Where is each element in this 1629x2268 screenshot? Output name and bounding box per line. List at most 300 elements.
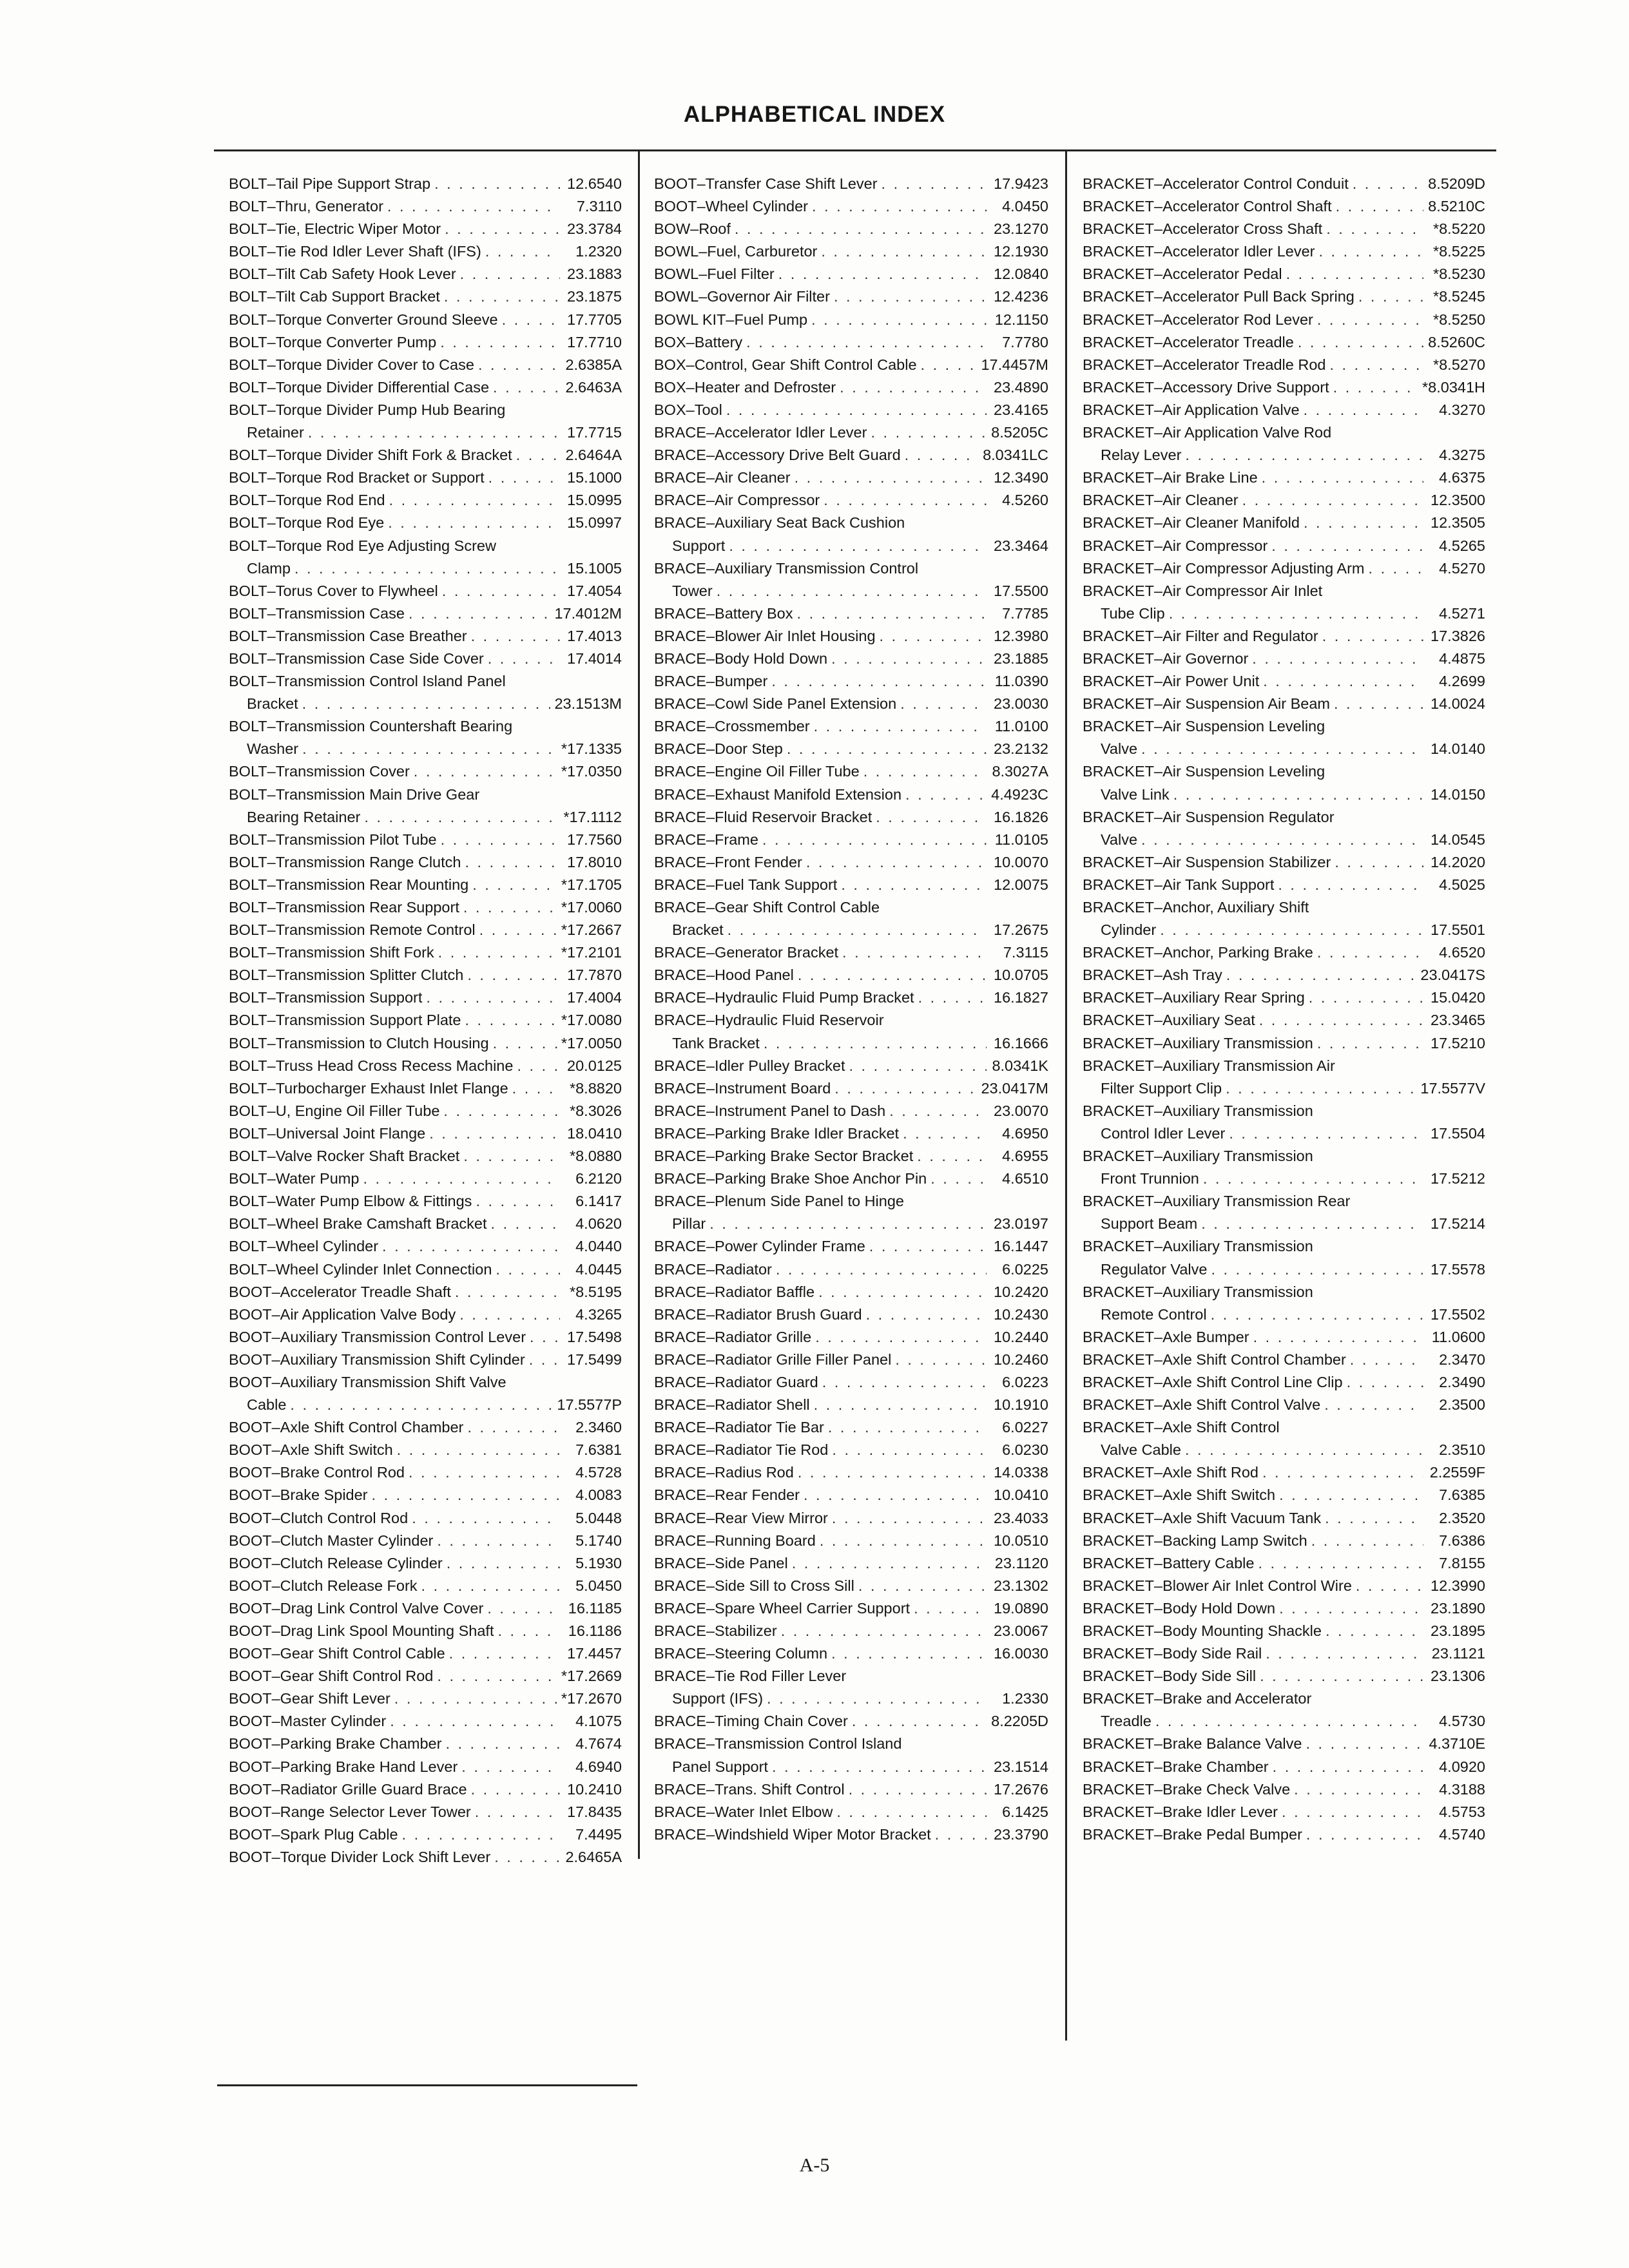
entry-reference: 12.3980 (994, 627, 1048, 644)
index-entry-continuation (1083, 919, 1485, 941)
entry-term: BOOT–Drag Link Spool Mounting Shaft (229, 1622, 494, 1639)
entry-term: BOOT–Axle Shift Control Chamber (229, 1419, 464, 1436)
entry-term: BRACKET–Air Suspension Leveling (1083, 763, 1325, 780)
column-divider-1-lower (638, 796, 640, 1859)
index-entry (654, 1710, 1048, 1733)
entry-term: BRACE–Air Compressor (654, 492, 820, 509)
entry-reference: 8.3027A (992, 763, 1048, 780)
entry-term: BRACE–Trans. Shift Control (654, 1780, 845, 1798)
index-entry (229, 1190, 622, 1213)
entry-term: BRACKET–Air Compressor Adjusting Arm (1083, 559, 1365, 577)
entry-reference: 8.0341K (992, 1057, 1048, 1074)
entry-term: Treadle (1101, 1713, 1152, 1730)
entry-reference: 16.0030 (994, 1645, 1048, 1662)
index-entry (654, 466, 1048, 489)
entry-term: BRACKET–Brake Chamber (1083, 1758, 1269, 1775)
entry-term: BOLT–Universal Joint Flange (229, 1124, 426, 1142)
index-entry (229, 602, 622, 625)
dot-leader (822, 1371, 987, 1394)
index-entry (1083, 580, 1485, 602)
index-entry (1083, 1055, 1485, 1077)
dot-leader (1252, 648, 1423, 670)
entry-term: BRACKET–Body Hold Down (1083, 1599, 1276, 1617)
entry-reference: 4.5730 (1439, 1713, 1485, 1730)
entry-term: BRACKET–Battery Cable (1083, 1554, 1255, 1571)
entry-term: BOLT–Transmission Shift Fork (229, 944, 434, 961)
index-entry-continuation (229, 557, 622, 580)
dot-leader (834, 1077, 977, 1100)
dot-leader (1279, 1484, 1423, 1506)
dot-leader (798, 964, 987, 986)
dot-leader (1317, 309, 1423, 331)
entry-term: BRACE–Instrument Panel to Dash (654, 1102, 886, 1119)
entry-reference: 23.4890 (994, 378, 1048, 396)
index-entry (229, 1575, 622, 1597)
dot-leader (440, 331, 560, 354)
entry-term: BOOT–Wheel Cylinder (654, 198, 808, 215)
entry-term: BOOT–Air Application Valve Body (229, 1305, 456, 1323)
index-entry (229, 1620, 622, 1642)
index-entry (229, 1145, 622, 1168)
dot-leader (1334, 693, 1423, 715)
entry-term: Panel Support (672, 1758, 768, 1775)
index-entry (1083, 964, 1485, 986)
dot-leader (764, 1032, 987, 1055)
index-entry (654, 1145, 1048, 1168)
dot-leader (1229, 1122, 1423, 1145)
index-entry-continuation (229, 738, 622, 760)
entry-term: BRACE–Transmission Control Island (654, 1735, 902, 1753)
entry-term: BRACE–Spare Wheel Carrier Support (654, 1599, 911, 1617)
dot-leader (729, 535, 987, 557)
dot-leader (476, 1190, 560, 1213)
dot-leader (1304, 512, 1423, 534)
entry-reference: *17.0060 (561, 899, 622, 916)
index-entry-continuation (654, 1213, 1048, 1235)
entry-reference: 15.0995 (567, 492, 622, 509)
entry-reference: 4.6950 (1002, 1124, 1048, 1142)
entry-reference: 23.3464 (994, 537, 1048, 554)
dot-leader (914, 1597, 987, 1620)
dot-leader (516, 444, 560, 466)
entry-reference: 17.7710 (567, 333, 622, 351)
index-entry (654, 806, 1048, 829)
entry-term: Washer (247, 740, 299, 758)
entry-reference: 5.0448 (575, 1509, 622, 1526)
entry-term: BOLT–Transmission to Clutch Housing (229, 1034, 489, 1052)
entry-reference: 11.0100 (994, 718, 1048, 735)
entry-reference: 1.2320 (575, 243, 622, 260)
entry-term: BOLT–Valve Rocker Shaft Bracket (229, 1148, 460, 1165)
index-entry (654, 1733, 1048, 1755)
index-entry (229, 285, 622, 308)
dot-leader (882, 173, 987, 195)
index-entry (1083, 1733, 1485, 1755)
entry-reference: 4.5753 (1439, 1803, 1485, 1820)
dot-leader (389, 489, 560, 512)
entry-reference: 4.0920 (1439, 1758, 1485, 1775)
entry-reference: 4.0445 (575, 1260, 622, 1278)
entry-term: Tank Bracket (672, 1034, 760, 1052)
entry-reference: 23.2132 (994, 740, 1048, 758)
index-entry (654, 195, 1048, 218)
entry-reference: 12.0075 (994, 876, 1048, 893)
entry-reference: *8.3026 (569, 1102, 622, 1119)
entry-reference: *8.5225 (1432, 243, 1485, 260)
dot-leader (834, 285, 987, 308)
entry-term: BRACKET–Air Suspension Leveling (1083, 718, 1325, 735)
index-entry (229, 783, 622, 806)
entry-reference: 17.5502 (1431, 1305, 1485, 1323)
index-entry (1083, 1009, 1485, 1032)
index-entry (654, 693, 1048, 715)
index-entry (1083, 715, 1485, 738)
dot-leader (409, 1461, 560, 1484)
entry-term: BRACE–Blower Air Inlet Housing (654, 627, 876, 644)
dot-leader (772, 1756, 987, 1778)
index-entry-continuation (1083, 1213, 1485, 1235)
index-entry-continuation (1083, 602, 1485, 625)
entry-term: Control Idler Lever (1101, 1124, 1226, 1142)
dot-leader (493, 376, 560, 399)
entry-term: BOLT–Water Pump (229, 1170, 360, 1187)
index-entry (1083, 851, 1485, 874)
entry-term: BOOT–Parking Brake Chamber (229, 1735, 442, 1753)
entry-term: BOOT–Auxiliary Transmission Shift Valve (229, 1373, 506, 1390)
dot-leader (1141, 738, 1423, 760)
index-entry (229, 240, 622, 263)
entry-term: BRACE–Tie Rod Filler Lever (654, 1667, 847, 1685)
dot-leader (1335, 851, 1423, 874)
entry-reference: 2.3510 (1439, 1441, 1485, 1459)
index-entry (229, 1507, 622, 1530)
entry-reference: 12.4236 (994, 288, 1048, 305)
index-entry (1083, 1665, 1485, 1687)
entry-term: BRACE–Gear Shift Control Cable (654, 899, 880, 916)
entry-reference: 14.2020 (1431, 853, 1485, 870)
dot-leader (290, 1394, 553, 1416)
dot-leader (935, 1823, 987, 1846)
entry-reference: *8.0880 (569, 1148, 622, 1165)
dot-leader (1260, 1665, 1423, 1687)
entry-reference: 23.1885 (994, 649, 1048, 667)
dot-leader (767, 1687, 987, 1710)
index-entry (654, 783, 1048, 806)
index-entry-continuation (1083, 1168, 1485, 1190)
entry-term: BRACKET–Air Compressor Air Inlet (1083, 582, 1323, 599)
entry-reference: *17.0080 (561, 1012, 622, 1029)
index-entry (229, 851, 622, 874)
index-entry (1083, 941, 1485, 964)
dot-leader (461, 1756, 560, 1778)
dot-leader (1356, 1575, 1423, 1597)
entry-term: BOOT–Radiator Grille Guard Brace (229, 1780, 467, 1798)
entry-reference: 11.0390 (994, 673, 1048, 690)
entry-reference: 17.4457 (567, 1645, 622, 1662)
entry-reference: 23.0417M (981, 1079, 1048, 1097)
dot-leader (465, 1009, 557, 1032)
index-entry-continuation (1083, 444, 1485, 466)
entry-term: BRACKET–Air Application Valve (1083, 401, 1300, 418)
entry-reference: 4.2699 (1439, 673, 1485, 690)
index-entry (654, 1484, 1048, 1506)
entry-reference: 23.1875 (567, 288, 622, 305)
dot-leader (447, 1552, 560, 1575)
index-entry-continuation (654, 919, 1048, 941)
dot-leader (444, 285, 560, 308)
index-entry (1083, 512, 1485, 534)
entry-term: BOLT–Transmission Control Island Panel (229, 673, 506, 690)
index-column-1 (229, 173, 622, 1869)
index-entry (229, 964, 622, 986)
index-entry (1083, 806, 1485, 829)
entry-reference: 17.2676 (994, 1780, 1048, 1798)
dot-leader (308, 421, 560, 444)
dot-leader (1324, 1394, 1423, 1416)
entry-reference: 4.0450 (1002, 198, 1048, 215)
entry-reference: 4.6940 (575, 1758, 622, 1775)
column-divider-2 (1065, 149, 1067, 2041)
entry-term: BOLT–Torque Rod End (229, 492, 385, 509)
index-entry (1083, 1235, 1485, 1258)
entry-reference: *17.0350 (561, 763, 622, 780)
index-entry (654, 625, 1048, 648)
index-entry (1083, 218, 1485, 240)
entry-term: Retainer (247, 424, 304, 441)
dot-leader (842, 941, 987, 964)
dot-leader (494, 1846, 560, 1869)
index-entry (229, 1552, 622, 1575)
index-entry (654, 1100, 1048, 1122)
entry-term: BRACKET–Air Tank Support (1083, 876, 1275, 893)
dot-leader (1311, 1530, 1423, 1552)
dot-leader (1329, 354, 1423, 376)
page-number: A-5 (799, 2155, 830, 2176)
index-entry (654, 376, 1048, 399)
dot-leader (1325, 1620, 1423, 1642)
entry-term: BRACE–Engine Oil Filler Tube (654, 763, 860, 780)
index-entry (229, 670, 622, 693)
index-entry (654, 602, 1048, 625)
page-title: ALPHABETICAL INDEX (683, 102, 946, 127)
entry-reference: 4.5270 (1439, 559, 1485, 577)
index-entry (229, 1823, 622, 1846)
entry-term: BRACE–Auxiliary Transmission Control (654, 559, 919, 577)
entry-term: BOLT–Tilt Cab Support Bracket (229, 288, 440, 305)
entry-term: BOLT–Transmission Support Plate (229, 1012, 461, 1029)
index-entry-continuation (1083, 1077, 1485, 1100)
dot-leader (917, 1145, 987, 1168)
entry-reference: 8.5210C (1428, 198, 1485, 215)
top-rule (214, 149, 1496, 151)
entry-term: Cable (247, 1396, 287, 1414)
index-entry (1083, 648, 1485, 670)
index-entry-continuation (1083, 1439, 1485, 1461)
dot-leader (1347, 1371, 1423, 1394)
entry-reference: 4.5728 (575, 1464, 622, 1481)
index-entry (229, 1371, 622, 1394)
dot-leader (491, 1213, 560, 1235)
entry-term: BOLT–Tie Rod Idler Lever Shaft (IFS) (229, 243, 481, 260)
dot-leader (443, 1100, 560, 1122)
entry-term: BRACKET–Air Cleaner Manifold (1083, 514, 1300, 532)
dot-leader (1306, 1823, 1423, 1846)
entry-reference: 17.7715 (567, 424, 622, 441)
index-entry (654, 1823, 1048, 1846)
entry-reference: 12.3990 (1431, 1577, 1485, 1594)
dot-leader (1141, 829, 1423, 851)
index-entry (654, 1665, 1048, 1687)
entry-term: BRACE–Running Board (654, 1532, 816, 1549)
entry-term: BOLT–Wheel Cylinder (229, 1238, 379, 1255)
entry-term: Support (IFS) (672, 1690, 764, 1707)
entry-term: BOLT–Transmission Remote Control (229, 921, 476, 939)
index-entry (229, 1213, 622, 1235)
dot-leader (866, 1303, 987, 1326)
dot-leader (1226, 1077, 1416, 1100)
dot-leader (1262, 466, 1423, 489)
entry-term: BOLT–Transmission Countershaft Bearing (229, 718, 513, 735)
index-entry (1083, 874, 1485, 896)
entry-reference: 10.1910 (994, 1396, 1048, 1414)
index-entry (229, 941, 622, 964)
entry-reference: 17.5498 (567, 1328, 622, 1345)
entry-term: BRACE–Timing Chain Cover (654, 1713, 848, 1730)
index-entry (229, 444, 622, 466)
entry-term: BOLT–Transmission Rear Support (229, 899, 459, 916)
dot-leader (1353, 173, 1423, 195)
index-entry (229, 896, 622, 919)
entry-term: BRACKET–Auxiliary Rear Spring (1083, 989, 1305, 1006)
dot-leader (437, 1665, 557, 1687)
index-entry (654, 557, 1048, 580)
index-entry (1083, 1642, 1485, 1665)
entry-reference: *17.2101 (561, 944, 622, 961)
entry-term: BOLT–Torque Rod Bracket or Support (229, 469, 485, 486)
entry-reference: *8.8820 (569, 1079, 622, 1097)
entry-term: BRACE–Rear View Mirror (654, 1509, 828, 1526)
entry-reference: 6.0230 (1002, 1441, 1048, 1459)
entry-reference: 17.5577P (557, 1396, 622, 1414)
entry-term: BOLT–Wheel Brake Camshaft Bracket (229, 1215, 487, 1233)
index-entry (1083, 535, 1485, 557)
entry-reference: 18.0410 (567, 1124, 622, 1142)
entry-term: BOLT–Transmission Rear Mounting (229, 876, 469, 893)
dot-leader (382, 1235, 560, 1258)
index-entry (654, 829, 1048, 851)
entry-reference: 17.7705 (567, 311, 622, 328)
entry-reference: 2.6385A (565, 356, 622, 373)
entry-reference: 20.0125 (567, 1057, 622, 1074)
index-entry (229, 1009, 622, 1032)
dot-leader (1185, 1439, 1423, 1461)
index-entry (229, 986, 622, 1009)
index-entry (229, 760, 622, 783)
entry-term: BRACKET–Auxiliary Transmission Air (1083, 1057, 1335, 1074)
entry-term: Front Trunnion (1101, 1170, 1199, 1187)
index-entry (229, 399, 622, 421)
dot-leader (497, 1620, 560, 1642)
entry-term: BRACKET–Air Suspension Stabilizer (1083, 853, 1331, 870)
entry-term: BRACE–Radiator (654, 1260, 772, 1278)
dot-leader (1309, 986, 1423, 1009)
entry-reference: 4.5025 (1439, 876, 1485, 893)
entry-reference: 23.1883 (567, 265, 622, 283)
index-entry (1083, 1190, 1485, 1213)
index-entry (229, 1597, 622, 1620)
entry-term: BRACE–Door Step (654, 740, 783, 758)
entry-term: BOOT–Brake Spider (229, 1486, 368, 1504)
entry-reference: 23.1890 (1431, 1599, 1485, 1617)
entry-term: BRACE–Water Inlet Elbow (654, 1803, 833, 1820)
index-entry (654, 1349, 1048, 1371)
dot-leader (502, 309, 560, 331)
entry-reference: 4.0620 (575, 1215, 622, 1233)
dot-leader (1325, 1507, 1423, 1530)
dot-leader (812, 195, 987, 218)
entry-term: BOLT–Transmission Range Clutch (229, 853, 461, 870)
entry-term: BRACE–Accessory Drive Belt Guard (654, 447, 901, 464)
entry-term: BRACE–Stabilizer (654, 1622, 777, 1639)
index-entry (654, 1190, 1048, 1213)
dot-leader (1273, 1756, 1423, 1778)
index-entry (654, 1416, 1048, 1439)
entry-term: BRACKET–Auxiliary Transmission (1083, 1283, 1313, 1300)
dot-leader (442, 580, 560, 602)
index-entry (229, 1801, 622, 1823)
dot-leader (1242, 489, 1423, 512)
dot-leader (858, 1575, 987, 1597)
entry-reference: 7.7785 (1002, 604, 1048, 622)
index-entry (1083, 986, 1485, 1009)
entry-term: BRACE–Parking Brake Idler Bracket (654, 1124, 900, 1142)
entry-term: BRACKET–Air Governor (1083, 649, 1249, 667)
entry-term: BOLT–Transmission Case Breather (229, 627, 467, 644)
entry-term: BOLT–Thru, Generator (229, 198, 383, 215)
entry-term: BRACE–Crossmember (654, 718, 810, 735)
entry-reference: 10.2440 (994, 1328, 1048, 1345)
entry-term: BOLT–Transmission Case Side Cover (229, 649, 484, 667)
index-entry (1083, 1620, 1485, 1642)
entry-term: BRACKET–Accelerator Rod Lever (1083, 311, 1313, 328)
entry-term: BRACE–Instrument Board (654, 1079, 831, 1097)
index-entry (654, 1801, 1048, 1823)
entry-reference: 10.0705 (994, 966, 1048, 984)
dot-leader (1333, 376, 1418, 399)
entry-term: BOLT–Torque Converter Ground Sleeve (229, 311, 498, 328)
index-entry (229, 1756, 622, 1778)
entry-term: BRACKET–Brake Idler Lever (1083, 1803, 1278, 1820)
dot-leader (496, 1258, 560, 1281)
dot-leader (762, 829, 987, 851)
entry-term: BRACKET–Brake and Accelerator (1083, 1690, 1312, 1707)
entry-reference: 16.1447 (994, 1238, 1048, 1255)
entry-reference: 2.3490 (1439, 1373, 1485, 1390)
entry-term: Tower (672, 582, 713, 599)
entry-reference: 17.4054 (567, 582, 622, 599)
entry-reference: 2.3520 (1439, 1509, 1485, 1526)
index-entry (229, 1281, 622, 1303)
entry-term: BOOT–Gear Shift Control Cable (229, 1645, 445, 1662)
dot-leader (814, 715, 987, 738)
entry-reference: 17.2675 (994, 921, 1048, 939)
entry-term: BRACE–Radiator Tie Bar (654, 1419, 824, 1436)
entry-reference: 23.0417S (1420, 966, 1485, 984)
dot-leader (824, 489, 987, 512)
entry-term: BOOT–Parking Brake Hand Lever (229, 1758, 458, 1775)
dot-leader (421, 1575, 560, 1597)
entry-term: BRACE–Battery Box (654, 604, 793, 622)
